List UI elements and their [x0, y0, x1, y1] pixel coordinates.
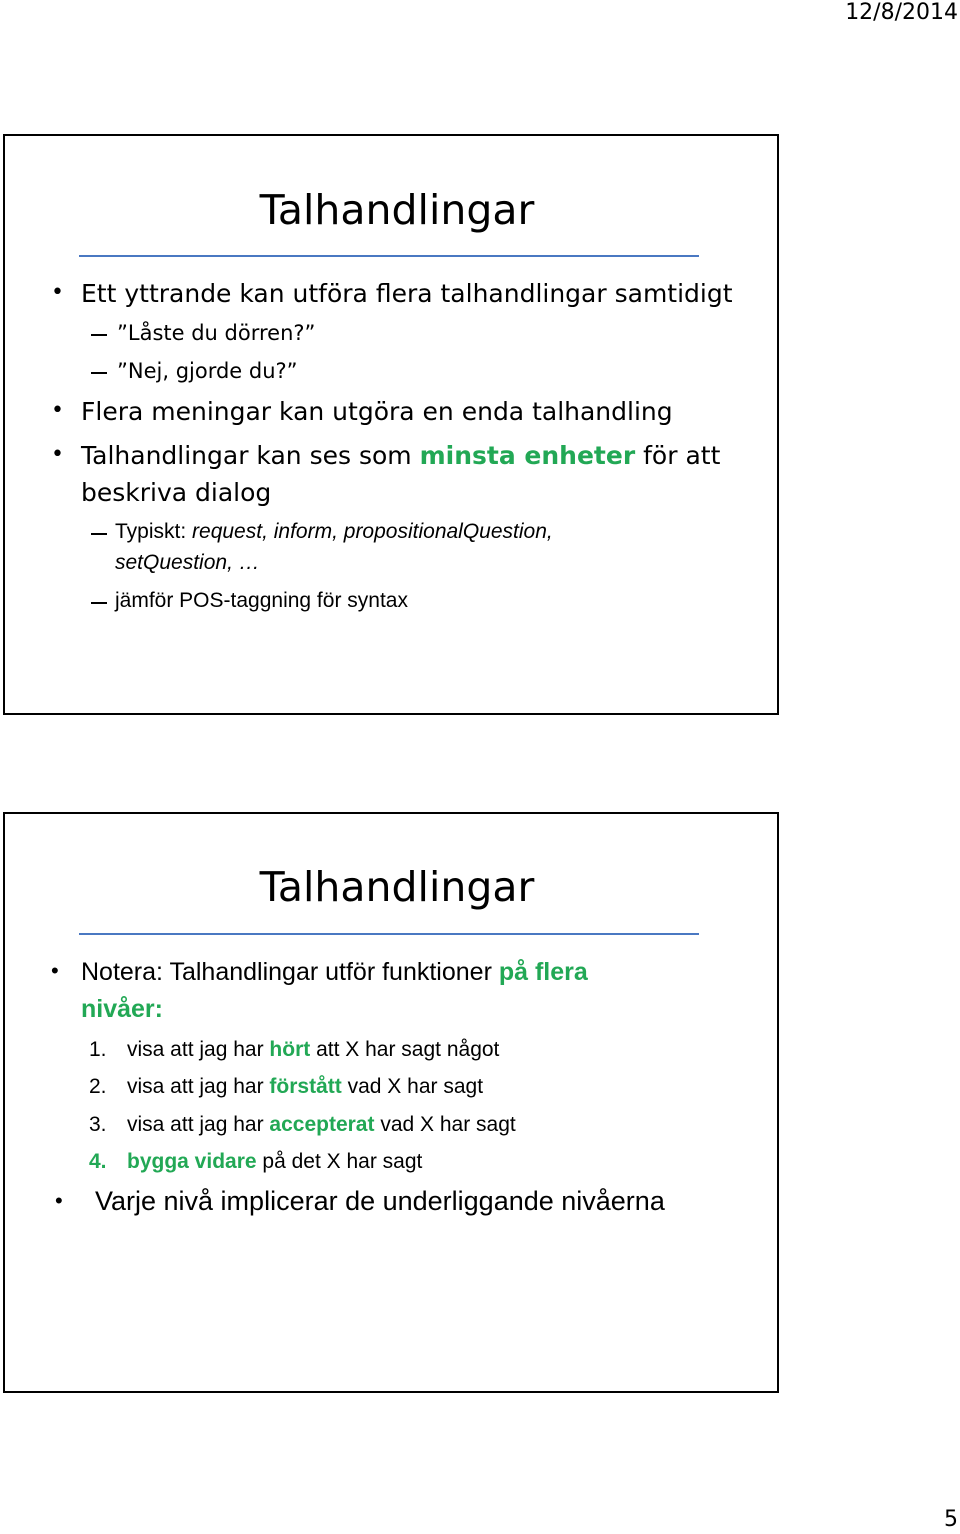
list-item [89, 1037, 499, 1063]
slide-2 [3, 812, 779, 1393]
slide-1 [3, 134, 779, 715]
bullet-icon: • [51, 280, 64, 305]
slide-1-title-rule [79, 255, 699, 257]
highlight-accepterat: accepterat [269, 1113, 375, 1136]
slide-1-sub-3-pre: Typiskt: [115, 520, 187, 543]
highlight-minsta-enheter: minsta enheter [419, 441, 636, 470]
bullet-icon: • [51, 958, 59, 983]
list-item-post: att X har sagt något [316, 1038, 500, 1061]
highlight-hort: hört [269, 1038, 311, 1061]
dash-icon [91, 602, 107, 604]
header-date: 12/8/2014 [845, 0, 958, 25]
list-item [89, 1074, 483, 1100]
slide-1-bullet-3-pre: Talhandlingar kan ses som [81, 441, 412, 470]
list-number: 4. [89, 1150, 107, 1173]
bullet-icon: • [51, 398, 64, 423]
list-item-post: vad X har sagt [347, 1075, 484, 1098]
list-item [89, 1112, 516, 1138]
slide-1-title: Talhandlingar [259, 186, 535, 234]
slide-2-title-rule [79, 933, 699, 935]
slide-1-sub-3 [115, 519, 553, 545]
slide-1-sub-3-line-2: setQuestion, … [115, 551, 260, 574]
slide-1-sub-4: jämför POS-taggning för syntax [115, 589, 408, 612]
dash-icon [91, 334, 107, 336]
slide-2-bullet-1-line-2: nivåer: [81, 995, 163, 1023]
list-item-pre: visa att jag har [127, 1075, 264, 1098]
slide-1-sub-3-italic: request, inform, propositionalQuestion, [192, 520, 553, 543]
list-item-pre: visa att jag har [127, 1113, 264, 1136]
list-number: 1. [89, 1038, 107, 1061]
list-item-pre: visa att jag har [127, 1038, 264, 1061]
slide-1-bullet-3-line-2: beskriva dialog [81, 478, 272, 507]
slide-2-title: Talhandlingar [259, 863, 535, 911]
bullet-icon: • [55, 1188, 63, 1213]
bullet-icon: • [51, 442, 64, 467]
slide-2-bullet-1-pre: Notera: Talhandlingar utför funktioner [81, 958, 492, 986]
list-number: 2. [89, 1075, 107, 1098]
slide-2-bullet-2: Varje nivå implicerar de underliggande nivåerna [95, 1186, 665, 1216]
list-item-post: på det X har sagt [262, 1150, 423, 1173]
slide-1-sub-2: ”Nej, gjorde du?” [117, 359, 298, 383]
list-item-post: vad X har sagt [380, 1113, 516, 1136]
slide-1-bullet-1: Ett yttrande kan utföra flera talhandlingar samtidigt [81, 279, 733, 308]
dash-icon [91, 372, 107, 374]
highlight-forstatt: förstått [269, 1075, 342, 1098]
list-item [89, 1149, 422, 1175]
page-number: 5 [944, 1507, 958, 1532]
highlight-bygga-vidare: bygga vidare [127, 1150, 257, 1173]
slide-1-bullet-3 [81, 441, 720, 471]
slide-2-bullet-1 [81, 957, 588, 987]
slide-1-bullet-2: Flera meningar kan utgöra en enda talhandling [81, 397, 673, 426]
highlight-pa-flera: på flera [498, 958, 588, 986]
list-number: 3. [89, 1113, 107, 1136]
slide-1-sub-1: ”Låste du dörren?” [117, 321, 316, 345]
dash-icon [91, 533, 107, 535]
slide-1-bullet-3-post: för att [643, 441, 721, 470]
